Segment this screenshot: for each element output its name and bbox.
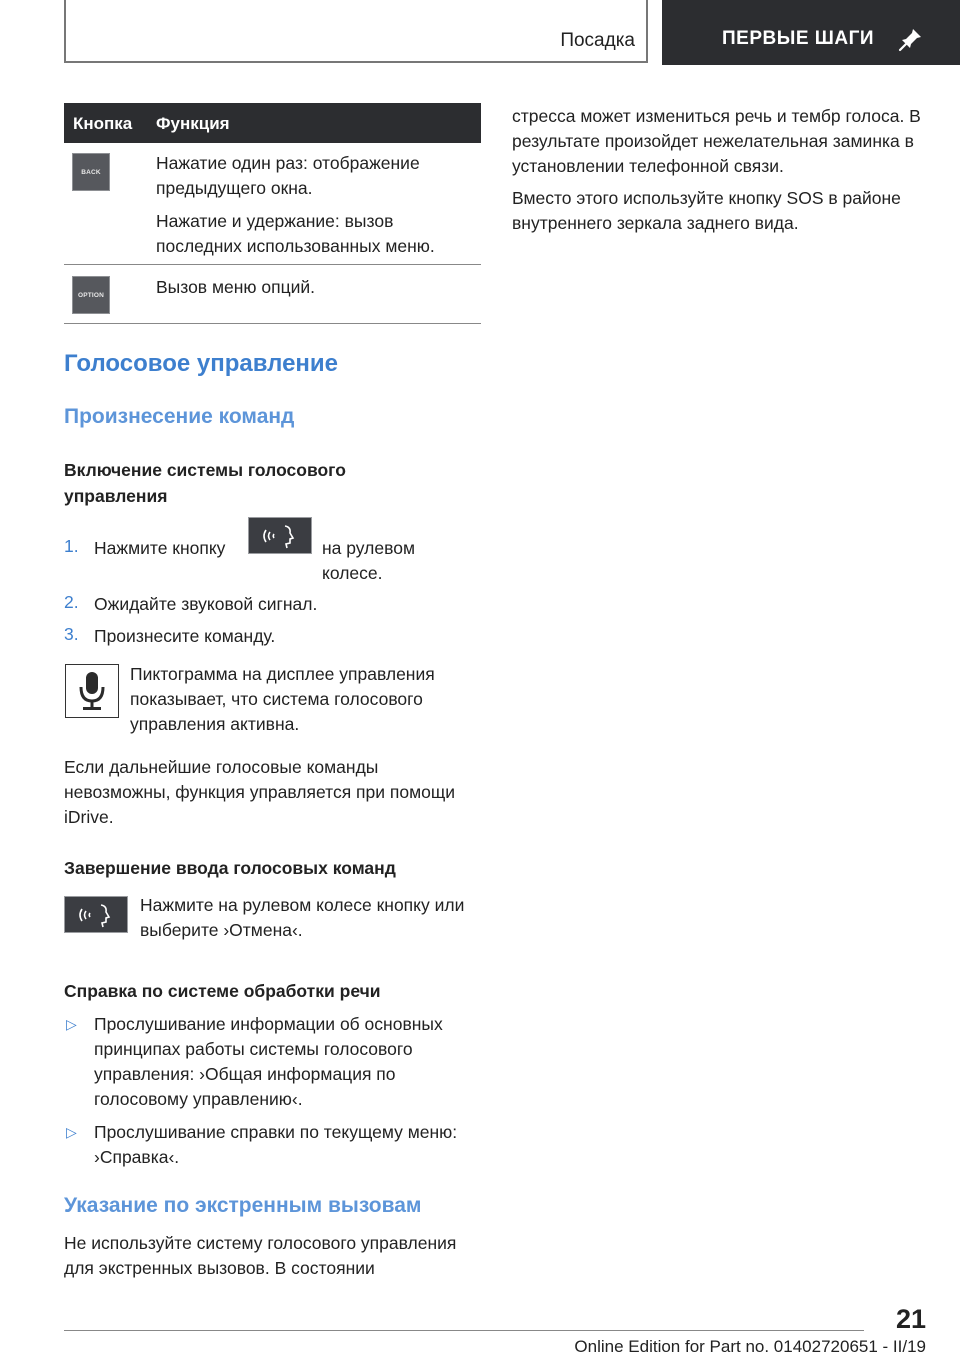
- step-text: Ожидайте звуковой сигнал.: [94, 594, 318, 614]
- column-header-button: Кнопка: [73, 114, 133, 133]
- step-text: Нажмите кнопку: [94, 538, 226, 558]
- further-text: Если дальнейшие голосовые команды невозможны, функция управляется при помощи iDrive.: [64, 757, 456, 827]
- end-heading: Завершение ввода голосовых команд: [64, 858, 396, 878]
- table-header: [64, 103, 481, 143]
- page-number: 21: [895, 1304, 926, 1334]
- step-text: Произнесите команду.: [94, 626, 276, 646]
- back-button-icon: BACK: [72, 153, 110, 191]
- back-press-text: Нажатие один раз: отображение предыдущего окна.: [156, 153, 420, 198]
- pictogram-text: Пиктограмма на дисплее управления показывает, что система голосового управления активна.: [130, 664, 435, 734]
- activate-heading: Включение системы голосового управления: [64, 460, 346, 506]
- emergency-heading: Указание по экстренным вызовам: [64, 1194, 422, 1217]
- voice-waves-icon: [76, 902, 116, 928]
- chapter-tab: [662, 0, 960, 65]
- chapter-title: ПЕРВЫЕ ШАГИ: [722, 28, 875, 49]
- emergency-text: Не используйте систему голосового управления для экстренных вызовов. В состоянии: [64, 1233, 457, 1278]
- option-button-icon: OPTION: [72, 276, 110, 314]
- right-column-text: Вместо этого используйте кнопку SOS в районе внутреннего зеркала заднего вида.: [512, 188, 901, 233]
- help-heading: Справка по системе обработки речи: [64, 981, 381, 1001]
- right-column-text: стресса может измениться речь и тембр голоса. В результате произойдет нежелательная заминка в установлении телефонной связи.: [512, 106, 921, 176]
- step-text: на рулевом колесе.: [322, 538, 415, 583]
- voice-button-icon: [248, 517, 312, 554]
- bullet-triangle-icon: ▷: [66, 1016, 77, 1032]
- step-number: 2.: [64, 592, 79, 612]
- bullet-triangle-icon: ▷: [66, 1124, 77, 1140]
- column-header-function: Функция: [156, 114, 230, 133]
- function-text: [156, 275, 476, 308]
- voice-waves-icon: [260, 523, 300, 549]
- end-text: Нажмите на рулевом колесе кнопку или выберите ›Отмена‹.: [140, 895, 465, 940]
- step-number: 1.: [64, 536, 79, 556]
- footer-divider: [64, 1330, 864, 1331]
- help-bullet: Прослушивание информации об основных принципах работы системы голосового управления: ›Общая информация по голосовому управлению‹.: [94, 1014, 443, 1109]
- function-text: [156, 151, 476, 267]
- section-heading: Голосовое управление: [64, 350, 339, 377]
- pin-icon: [898, 26, 924, 52]
- section-title: Посадка: [560, 30, 635, 51]
- table-row: [64, 265, 481, 324]
- step-number: 3.: [64, 624, 79, 644]
- table-row: [64, 143, 481, 265]
- footer-edition: Online Edition for Part no. 01402720651 - II/19: [574, 1337, 926, 1356]
- microphone-icon: [65, 664, 119, 718]
- subsection-heading: Произнесение команд: [64, 405, 295, 428]
- voice-button-icon: [64, 896, 128, 933]
- option-text: Вызов меню опций.: [156, 277, 316, 297]
- back-hold-text: Нажатие и удержание: вызов последних использованных меню.: [156, 211, 435, 256]
- button-function-table: [64, 103, 481, 324]
- help-bullet: Прослушивание справки по текущему меню: ›Справка‹.: [94, 1122, 458, 1167]
